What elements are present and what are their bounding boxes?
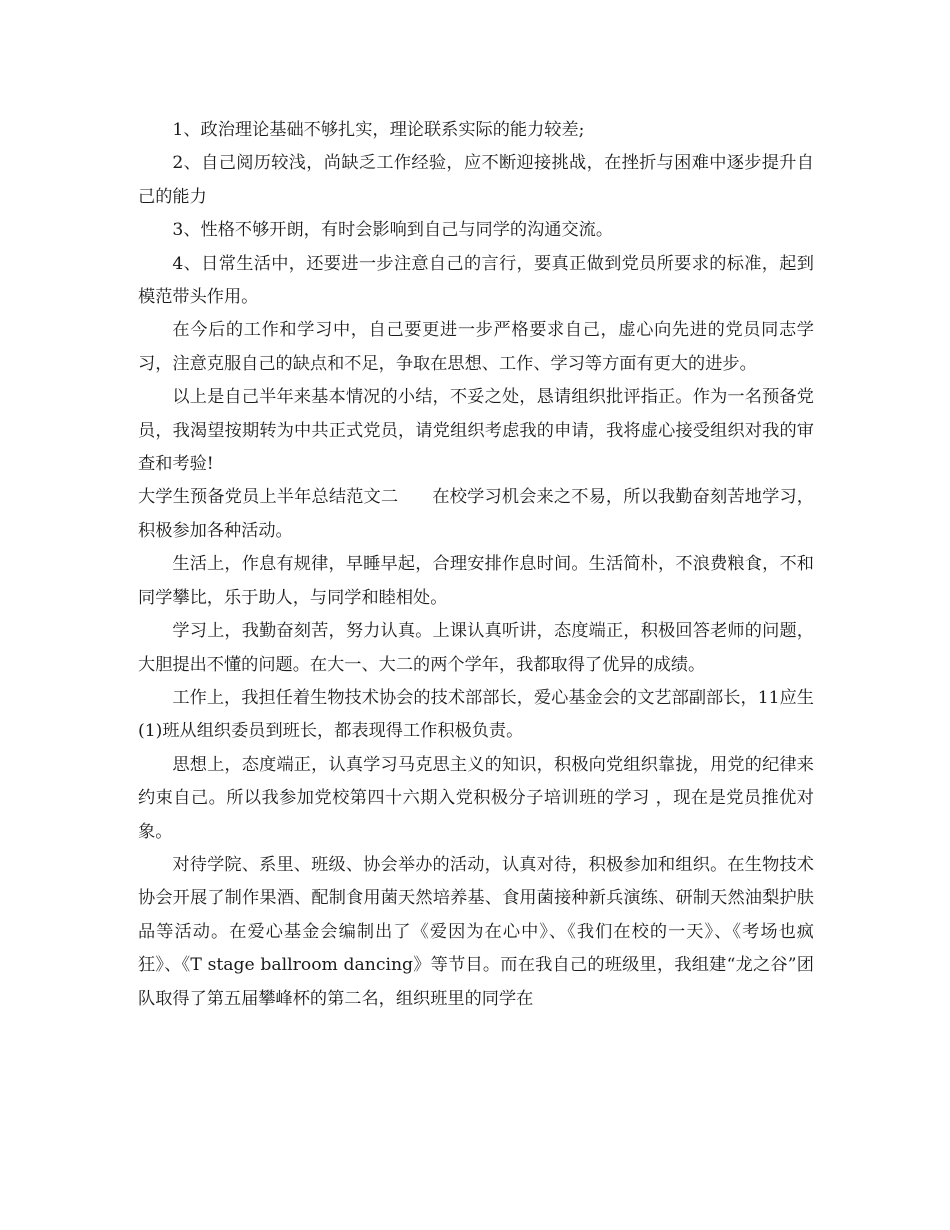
paragraph-8: 学习上，我勤奋刻苦，努力认真。上课认真听讲，态度端正，积极回答老师的问题，大胆提出不懂的问题。在大一、大二的两个学年，我都取得了优异的成绩。	[138, 621, 814, 675]
paragraph-5: 在今后的工作和学习中，自己要更进一步严格要求自己，虚心向先进的党员同志学习，注意克服自己的缺点和不足，争取在思想、工作、学习等方面有更大的进步。	[138, 320, 814, 374]
document-body	[138, 114, 814, 1016]
paragraph-4: 4、日常生活中，还要进一步注意自己的言行，要真正做到党员所要求的标准，起到模范带头作用。	[138, 253, 814, 308]
section-title: 大学生预备党员上半年总结范文二	[138, 487, 399, 508]
section-heading-paragraph	[138, 481, 814, 548]
paragraph-9: 工作上，我担任着生物技术协会的技术部部长，爱心基金会的文艺部副部长，11应生(1)班从组织委员到班长，都表现得工作积极负责。	[138, 687, 814, 742]
paragraph-7: 生活上，作息有规律，早睡早起，合理安排作息时间。生活简朴，不浪费粮食，不和同学攀比，乐于助人，与同学和睦相处。	[138, 554, 814, 608]
paragraph-1: 1、政治理论基础不够扎实，理论联系实际的能力较差;	[172, 120, 585, 140]
paragraph-6: 以上是自己半年来基本情况的小结，不妥之处，恳请组织批评指正。作为一名预备党员，我渴望按期转为中共正式党员，请党组织考虑我的申请，我将虚心接受组织对我的审查和考验!	[138, 387, 814, 475]
paragraph-3: 3、性格不够开朗，有时会影响到自己与同学的沟通交流。	[172, 220, 614, 241]
section-intro: 在校学习机会来之不易，所以我勤奋刻苦地学习，积极参加各种活动。	[138, 487, 814, 541]
paragraph-11: 对待学院、系里、班级、协会举办的活动，认真对待，积极参加和组织。在生物技术协会开展了制作果酒、配制食用菌天然培养基、食用菌接种新兵演练、研制天然油梨护肤品等活动。在爱心基金会编制出了《爱因为在心中》、《我们在校的一天》、《考场也疯狂》、《T stage ballroom dancing》等节目。而在我自己的班级里，我组建“龙之谷”团队取得了第五届攀峰杯的第二名，组织班里的同学在	[138, 854, 814, 1009]
paragraph-10: 思想上，态度端正，认真学习马克思主义的知识，积极向党组织靠拢，用党的纪律来约束自己。所以我参加党校第四十六期入党积极分子培训班的学习 ，现在是党员推优对象。	[138, 754, 814, 842]
paragraph-2: 2、自己阅历较浅，尚缺乏工作经验，应不断迎接挑战，在挫折与困难中逐步提升自己的能力	[138, 153, 814, 207]
